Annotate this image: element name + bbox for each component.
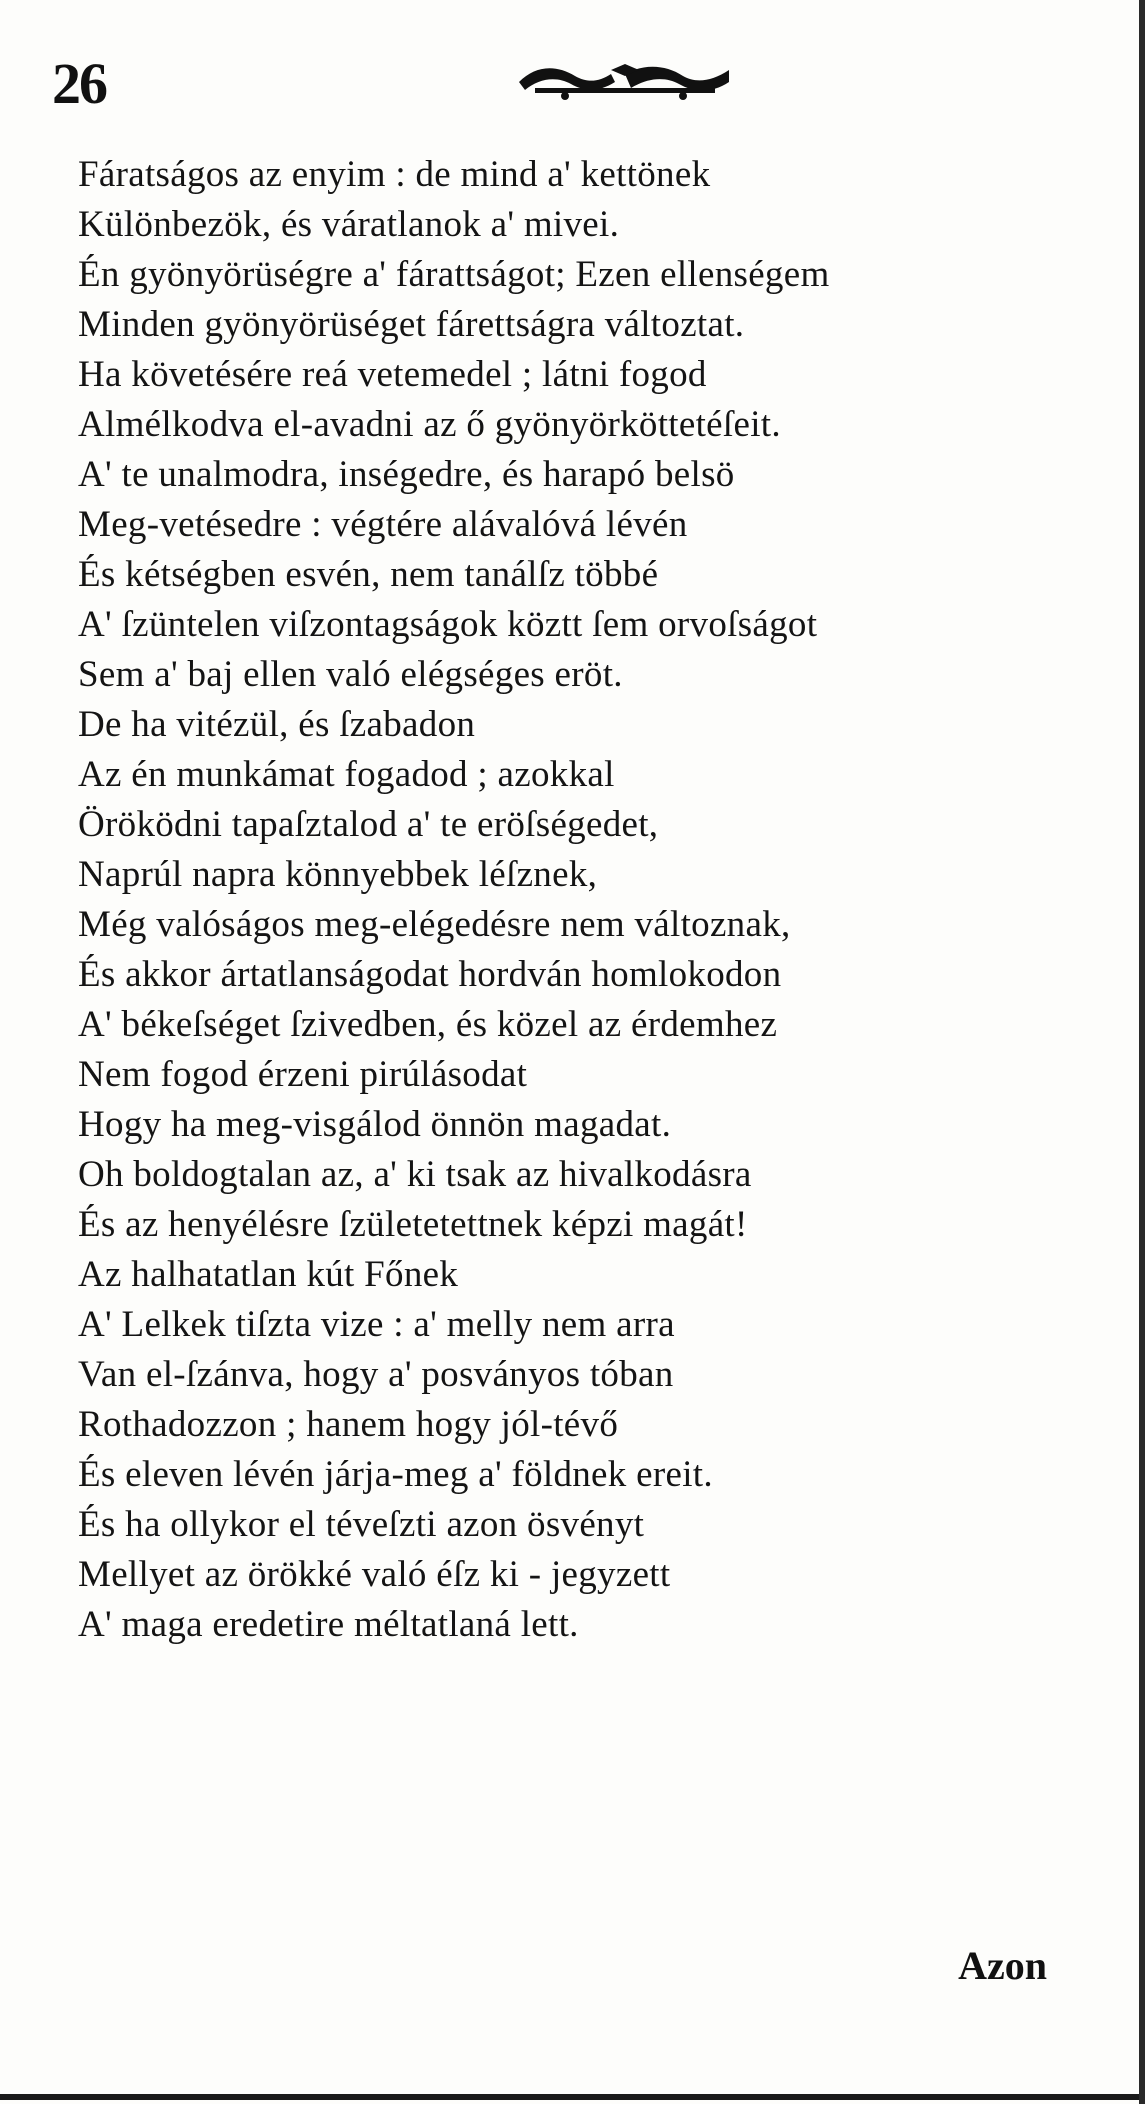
poem-line: Rothadozzon ; hanem hogy jól-tévő bbox=[78, 1404, 619, 1445]
poem-line: És kétségben esvén, nem tanálſz többé bbox=[78, 554, 659, 595]
poem-line: Az halhatatlan kút Főnek bbox=[78, 1254, 459, 1295]
poem-line: És ha ollykor el téveſzti azon ösvényt bbox=[78, 1504, 645, 1545]
poem-line: Még valóságos meg-elégedésre nem változnak, bbox=[78, 904, 791, 945]
poem-line: Hogy ha meg-visgálod önnön magadat. bbox=[78, 1104, 672, 1145]
poem-line: Én gyönyörüségre a' fárattságot; Ezen ellenségem bbox=[78, 254, 830, 295]
poem-line: A' te unalmodra, inségedre, és harapó belsö bbox=[78, 454, 735, 495]
poem-line: És akkor ártatlanságodat hordván homlokodon bbox=[78, 954, 782, 995]
poem-line: És eleven lévén járja-meg a' földnek ereit. bbox=[78, 1454, 713, 1495]
poem-line: Almélkodva el-avadni az ő gyönyörköttetéſeit. bbox=[78, 404, 781, 445]
printer-ornament-icon bbox=[515, 52, 735, 102]
poem-line: A' ſzüntelen viſzontagságok köztt ſem orvoſságot bbox=[78, 604, 818, 645]
poem-line: Nem fogod érzeni pirúlásodat bbox=[78, 1054, 528, 1095]
poem-line: Öröködni tapaſztalod a' te eröſségedet, bbox=[78, 804, 659, 845]
poem-line: Oh boldogtalan az, a' ki tsak az hivalkodásra bbox=[78, 1154, 752, 1195]
page-right-edge bbox=[1139, 0, 1145, 2104]
poem-line: Fáratságos az enyim : de mind a' kettönek bbox=[78, 154, 711, 195]
poem-line: Sem a' baj ellen való elégséges eröt. bbox=[78, 654, 623, 695]
catchword: Azon bbox=[958, 1943, 1047, 1988]
poem-line: De ha vitézül, és ſzabadon bbox=[78, 704, 476, 745]
page-bottom-edge bbox=[0, 2094, 1145, 2100]
page-number: 26 bbox=[52, 51, 106, 116]
poem-line: És az henyélésre ſzületetettnek képzi magát! bbox=[78, 1204, 748, 1245]
poem-line: Különbezök, és váratlanok a' mivei. bbox=[78, 204, 620, 245]
poem-line: A' Lelkek tiſzta vize : a' melly nem arra bbox=[78, 1304, 675, 1345]
poem-line: Naprúl napra könnyebbek léſznek, bbox=[78, 854, 598, 895]
poem-line: Meg-vetésedre : végtére alávalóvá lévén bbox=[78, 504, 688, 545]
poem-text bbox=[78, 150, 1098, 1650]
poem-line: Minden gyönyörüséget fárettságra változtat. bbox=[78, 304, 745, 345]
poem-line: A' békeſséget ſzivedben, és közel az érdemhez bbox=[78, 1004, 778, 1045]
poem-line: Ha követésére reá vetemedel ; látni fogod bbox=[78, 354, 707, 395]
poem-line: Az én munkámat fogadod ; azokkal bbox=[78, 754, 615, 795]
poem-line: Van el-ſzánva, hogy a' posványos tóban bbox=[78, 1354, 674, 1395]
poem-line: A' maga eredetire méltatlaná lett. bbox=[78, 1604, 579, 1645]
poem-line: Mellyet az örökké való éſz ki - jegyzett bbox=[78, 1554, 671, 1595]
